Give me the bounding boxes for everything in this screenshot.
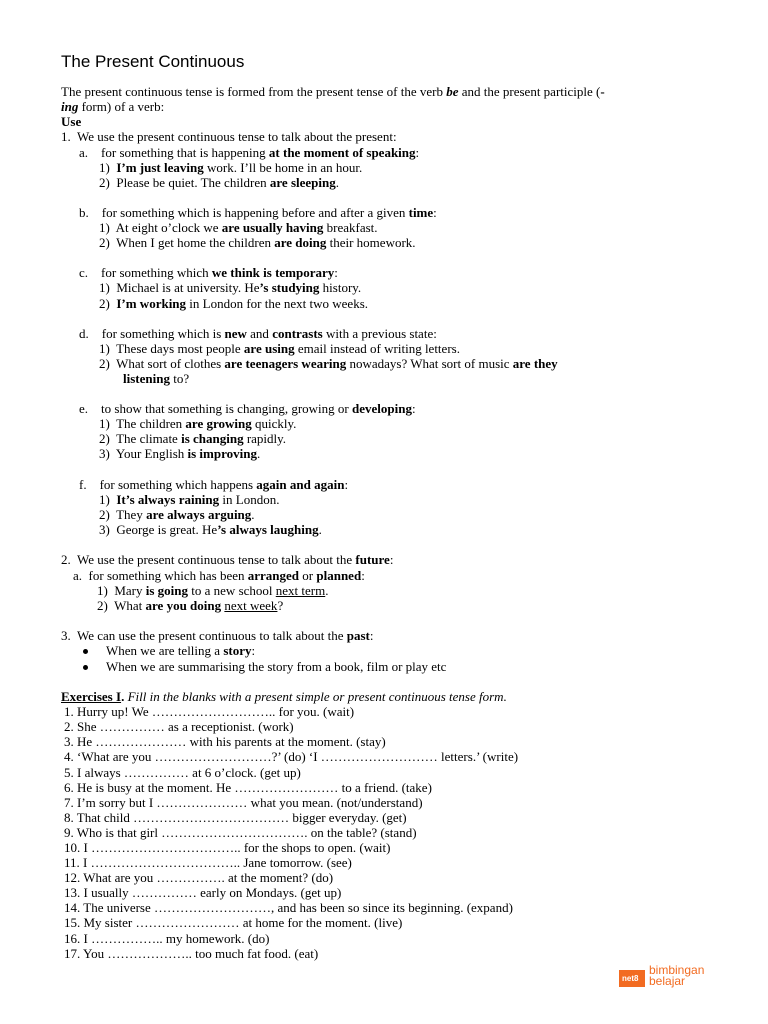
- item-1f-2: 2) They are always arguing.: [99, 507, 255, 522]
- item-1a: a. for something that is happening at the moment of speaking:: [79, 145, 420, 160]
- section-3: 3. We can use the present continuous to talk about the past:: [61, 628, 374, 643]
- item-1c-1: 1) Michael is at university. He’s studying history.: [99, 280, 362, 295]
- item-2a: a. for something which has been arranged or planned:: [73, 568, 365, 583]
- item-1a-2: 2) Please be quiet. The children are sleeping.: [99, 175, 339, 190]
- item-2a-2: 2) What are you doing next week?: [97, 598, 284, 613]
- exercise-item: 3. He ………………… with his parents at the moment. (stay): [64, 734, 386, 749]
- exercise-item: 12. What are you ……………. at the moment? (do): [64, 870, 334, 885]
- item-1c-2: 2) I’m working in London for the next two weeks.: [99, 296, 369, 311]
- item-1d: d. for something which is new and contrasts with a previous state:: [79, 326, 437, 341]
- item-1f-1: 1) It’s always raining in London.: [99, 492, 280, 507]
- use-heading: Use: [61, 114, 82, 129]
- section-1: 1. We use the present continuous tense to talk about the present:: [61, 129, 397, 144]
- exercise-item: 1. Hurry up! We ……………………….. for you. (wait): [64, 704, 355, 719]
- exercise-item: 9. Who is that girl ……………………………. on the table? (stand): [64, 825, 417, 840]
- intro-line-2: ing form) of a verb:: [61, 99, 165, 114]
- item-1f-3: 3) George is great. He’s always laughing.: [99, 522, 322, 537]
- item-1d-1: 1) These days most people are using email instead of writing letters.: [99, 341, 460, 356]
- exercise-item: 6. He is busy at the moment. He …………………… to a friend. (take): [64, 780, 432, 795]
- bullet-icon: [83, 649, 88, 654]
- item-1d-2: 2) What sort of clothes are teenagers wearing nowadays? What sort of music are they: [99, 356, 558, 371]
- section-2: 2. We use the present continuous tense to talk about the future:: [61, 552, 394, 567]
- logo-mark-icon: net8: [619, 970, 645, 987]
- exercise-item: 15. My sister …………………… at home for the moment. (live): [64, 915, 403, 930]
- item-1b-2: 2) When I get home the children are doing their homework.: [99, 235, 416, 250]
- exercise-item: 2. She …………… as a receptionist. (work): [64, 719, 294, 734]
- item-1a-1: 1) I’m just leaving work. I’ll be home in an hour.: [99, 160, 363, 175]
- exercise-item: 14. The universe ………………………, and has been so since its beginning. (expand): [64, 900, 513, 915]
- item-1e-3: 3) Your English is improving.: [99, 446, 261, 461]
- exercise-item: 17. You ……………….. too much fat food. (eat): [64, 946, 319, 961]
- item-1e-1: 1) The children are growing quickly.: [99, 416, 297, 431]
- bimbingan-belajar-logo: net8 bimbingan belajar: [619, 961, 709, 989]
- exercise-item: 10. I …………………………….. for the shops to open. (wait): [64, 840, 391, 855]
- item-1e-2: 2) The climate is changing rapidly.: [99, 431, 287, 446]
- exercises-heading: Exercises I. Fill in the blanks with a present simple or present continuous tense form.: [61, 689, 507, 704]
- item-1c: c. for something which we think is temporary:: [79, 265, 338, 280]
- item-1d-2-cont: listening to?: [123, 371, 190, 386]
- item-1f: f. for something which happens again and again:: [79, 477, 349, 492]
- item-2a-1: 1) Mary is going to a new school next term.: [97, 583, 329, 598]
- bullet-3-1: When we are telling a story:: [83, 643, 255, 658]
- exercise-item: 11. I …………………………….. Jane tomorrow. (see): [64, 855, 352, 870]
- bullet-3-2: When we are summarising the story from a book, film or play etc: [83, 659, 446, 674]
- bullet-icon: [83, 665, 88, 670]
- item-1b-1: 1) At eight o’clock we are usually having breakfast.: [99, 220, 378, 235]
- page-title: The Present Continuous: [61, 52, 245, 71]
- item-1e: e. to show that something is changing, growing or developing:: [79, 401, 416, 416]
- exercise-item: 7. I’m sorry but I ………………… what you mean. (not/understand): [64, 795, 423, 810]
- exercise-item: 8. That child ……………………………… bigger everyday. (get): [64, 810, 407, 825]
- exercise-item: 4. ‘What are you ………………………?’ (do) ‘I ……………………… letters.’ (write): [64, 749, 519, 764]
- intro-line-1: The present continuous tense is formed from the present tense of the verb be and the present participle (-: [61, 84, 605, 99]
- exercise-item: 16. I …………….. my homework. (do): [64, 931, 270, 946]
- item-1b: b. for something which is happening before and after a given time:: [79, 205, 437, 220]
- exercise-item: 13. I usually …………… early on Mondays. (get up): [64, 885, 342, 900]
- exercise-item: 5. I always …………… at 6 o’clock. (get up): [64, 765, 301, 780]
